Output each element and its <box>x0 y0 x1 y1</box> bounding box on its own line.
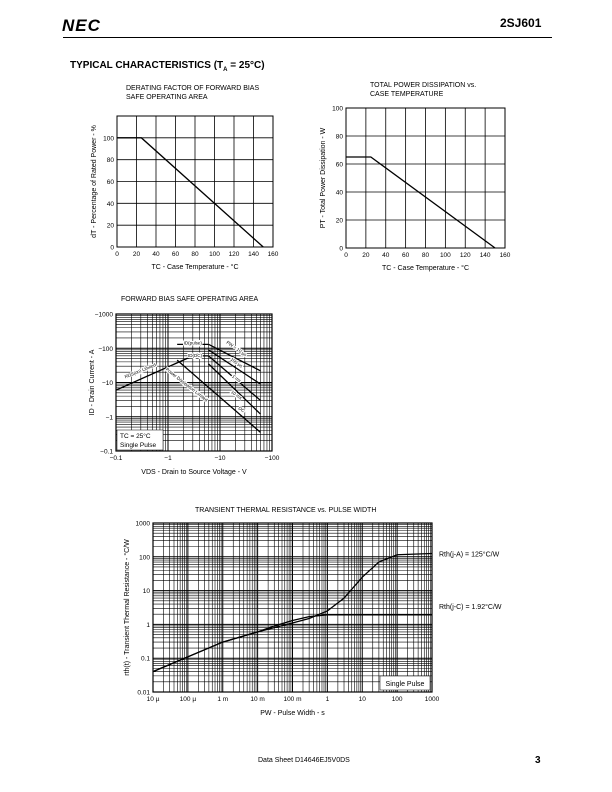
thermal-xtick-label: 100 µ <box>179 696 197 703</box>
soa-curve-label: 10 ms <box>230 389 243 401</box>
thermal-ytick-label: 100 <box>139 554 150 562</box>
power-title: CASE TEMPERATURE <box>370 91 444 98</box>
derating-ytick-label: 40 <box>106 200 114 208</box>
derating-title: DERATING FACTOR OF FORWARD BIAS <box>126 85 260 92</box>
power-xtick-label: 60 <box>402 252 410 259</box>
soa-xtick-label: −100 <box>264 455 280 462</box>
thermal-ytick-label: 10 <box>142 588 150 596</box>
power-xtick-label: 120 <box>459 252 471 259</box>
datasheet-number: Data Sheet D14646EJ5V0DS <box>258 757 350 764</box>
derating-xtick-label: 80 <box>191 251 199 258</box>
thermal-ytick-label: 0.1 <box>140 655 150 663</box>
derating-xtick-label: 160 <box>267 251 279 258</box>
thermal-rth-jc-label: Rth(j-C) = 1.92°C/W <box>439 603 502 611</box>
thermal-xtick-label: 10 <box>358 696 366 703</box>
soa-curve-label: Power Dissipation Limited <box>164 366 209 403</box>
soa-ytick-label: −10 <box>101 380 113 387</box>
thermal-xtick-label: 100 <box>391 696 403 703</box>
thermal-ylabel: rth(t) - Transient Thermal Resistance - °C/W <box>124 539 131 676</box>
derating-xtick-label: 0 <box>115 251 119 258</box>
derating-ytick-label: 0 <box>110 244 114 252</box>
soa-xlabel: VDS - Drain to Source Voltage - V <box>141 469 247 476</box>
derating-xtick-label: 20 <box>132 251 141 258</box>
power-xtick-label: 100 <box>439 252 451 259</box>
soa-annotation: Single Pulse <box>120 442 157 449</box>
derating-ytick-label: 20 <box>106 222 114 230</box>
derating-xtick-label: 120 <box>228 251 240 258</box>
power-ytick-label: 80 <box>335 133 343 141</box>
derating-ytick-label: 80 <box>106 157 114 165</box>
derating-xtick-label: 140 <box>248 251 259 258</box>
power-xtick-label: 40 <box>382 252 390 259</box>
soa-curve-label: DC <box>237 405 246 414</box>
soa-ytick-label: −1000 <box>94 311 113 319</box>
power-xtick-label: 20 <box>362 252 370 259</box>
thermal-ytick-label: 1000 <box>135 520 150 528</box>
soa-curve-label: RDS(on) Limited <box>123 362 157 380</box>
thermal-xtick-label: 1 <box>325 696 330 703</box>
power-ytick-label: 0 <box>339 245 343 253</box>
soa-title: FORWARD BIAS SAFE OPERATING AREA <box>121 296 259 303</box>
soa-curve-label: PW = 10 µs <box>225 339 248 358</box>
part-number: 2SJ601 <box>500 16 542 30</box>
power-xtick-label: 0 <box>344 252 348 259</box>
soa-xtick-label: −1 <box>164 455 172 462</box>
power-ytick-label: 40 <box>335 189 343 197</box>
thermal-ytick-label: 1 <box>146 621 150 629</box>
power-ytick-label: 100 <box>332 105 343 113</box>
power-ytick-label: 60 <box>335 161 343 169</box>
power-ytick-label: 20 <box>335 217 343 225</box>
thermal-xlabel: PW - Pulse Width - s <box>260 710 325 717</box>
thermal-xtick-label: 100 m <box>283 696 302 703</box>
derating-title: SAFE OPERATING AREA <box>126 94 208 101</box>
derating-ytick-label: 60 <box>106 179 114 186</box>
page-number: 3 <box>535 755 541 766</box>
derating-ytick-label: 100 <box>103 135 114 143</box>
soa-curve-label: ID(pulse) <box>183 340 202 346</box>
thermal-xtick-label: 10 µ <box>146 696 160 703</box>
power-series-line <box>346 157 495 248</box>
soa-ylabel: ID - Drain Current - A <box>89 349 96 416</box>
soa-curve-label: 100 µs <box>229 356 244 369</box>
thermal-ytick-label: 0.01 <box>137 689 150 697</box>
soa-ytick-label: −0.1 <box>100 448 113 456</box>
derating-xtick-label: 60 <box>171 251 180 258</box>
derating-xlabel: TC - Case Temperature - °C <box>151 264 239 271</box>
derating-series-line <box>117 138 263 247</box>
section-title: TYPICAL CHARACTERISTICS $(T_A = 25^\circ C)$ <box>70 60 265 73</box>
soa-annotation: TC = 25°C <box>120 433 151 440</box>
power-xtick-label: 140 <box>479 252 491 259</box>
thermal-xtick-label: 1000 <box>424 696 440 703</box>
soa-ytick-label: −1 <box>105 414 113 422</box>
thermal-xtick-label: 10 m <box>250 696 265 703</box>
derating-ylabel: dT - Percentage of Rated Power - % <box>91 125 98 238</box>
power-title: TOTAL POWER DISSIPATION vs. <box>370 82 477 89</box>
power-xlabel: TC - Case Temperature - °C <box>381 265 470 272</box>
thermal-rth-ja-label: Rth(j-A) = 125°C/W <box>439 551 500 559</box>
power-xtick-label: 80 <box>421 252 430 259</box>
thermal-xtick-label: 1 m <box>217 696 229 703</box>
soa-ytick-label: −100 <box>98 345 113 353</box>
soa-xtick-label: −10 <box>214 455 226 462</box>
derating-xtick-label: 100 <box>209 251 220 258</box>
thermal-title: TRANSIENT THERMAL RESISTANCE vs. PULSE WIDTH <box>195 507 377 514</box>
nec-logo: NEC <box>62 16 101 35</box>
soa-curve-label: 1 ms <box>231 373 242 384</box>
thermal-annotation: Single Pulse <box>385 681 425 688</box>
power-xtick-label: 160 <box>499 252 511 259</box>
power-ylabel: PT - Total Power Dissipation - W <box>320 127 327 229</box>
derating-xtick-label: 40 <box>152 251 160 258</box>
soa-xtick-label: −0.1 <box>109 455 123 462</box>
soa-curve-label: ID(DC) <box>187 353 202 359</box>
